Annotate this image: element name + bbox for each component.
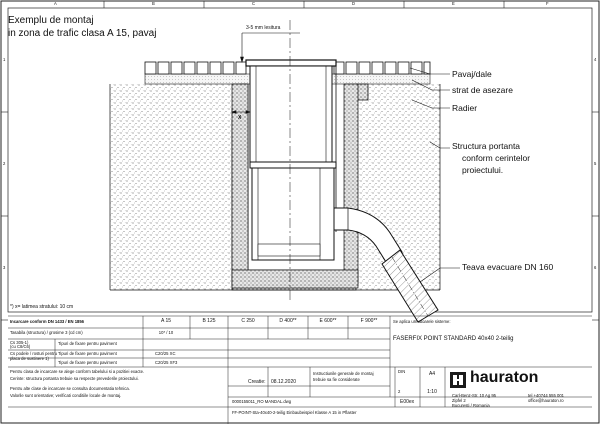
dimension-x-label: X — [238, 115, 242, 121]
company-line-3: Bucuresti / Romania — [452, 403, 490, 408]
soil-left — [110, 84, 240, 290]
concrete-class-1: C20/25 XC — [155, 351, 176, 356]
support-label-2: placa de sustinere 1) — [10, 356, 49, 361]
hauraton-logo-mark — [450, 372, 466, 388]
company-line-2: Zipfel 2 — [452, 398, 466, 403]
product-name: FASERFIX POINT STANDARD 40x40 2-teilig — [393, 336, 514, 342]
layer-thickness-value: 10* / 10 — [158, 330, 174, 335]
company-line-1: Carl-Benz-Str. 10 Ag 95 — [452, 393, 496, 398]
instructions-line-2: trebuie sa fie considerate — [313, 377, 360, 382]
edition-label: 2 — [398, 389, 401, 394]
frame-number-5: 5 — [594, 161, 597, 166]
load-class-c250: C 250 — [241, 318, 255, 324]
gap-note: 3-5 mm lesitura — [246, 25, 281, 31]
file-name: 0000155011_RO MANDAL.dwg — [232, 399, 292, 404]
concrete-class-2: C20/25 XF3 — [155, 360, 178, 365]
footnote: *) x= latimea stratului: 10 cm — [10, 304, 74, 310]
fixing-desc: Tipuri de fixare pentru paviment — [58, 341, 117, 346]
label-paving: Pavaj/dale — [452, 69, 492, 79]
frame-number-6: 6 — [594, 265, 597, 270]
scale: 1:10 — [427, 389, 437, 395]
file-footer: FF-POINT-Sta-40x40-2-teilig Einbaubeispiel Klasse A 15 in Pflaster — [232, 410, 357, 415]
notes-line-2: Cerinte: structura portanta trebuie sa respecte prevederile proiectului. — [10, 376, 139, 381]
label-bedding: strat de asezare — [452, 85, 513, 95]
notes-line-1: Pentru clasa de incarcare se alege conform tabelului si a pozitiei exacte. — [10, 369, 145, 374]
notes-line-3: Pentru alte clase de incarcare se consulta documentatia tehnica. — [10, 386, 130, 391]
frame-number-3: 3 — [3, 265, 6, 270]
fixing-label-2: (cu C8/C6) — [10, 344, 31, 349]
label-structure-2: conform cerintelor — [462, 153, 531, 163]
frame-letter-b: B — [152, 1, 155, 6]
sheet-size: A4 — [428, 371, 436, 377]
company-email: office@hauraton.ro — [528, 398, 564, 403]
support-desc-2: Tipuri de fixare pentru paviment — [58, 360, 117, 365]
gap-leader — [241, 33, 301, 62]
drawing-title-line-1: Exemplu de montaj — [8, 15, 94, 26]
grate-frame — [246, 60, 336, 162]
brand-wordmark: hauraton — [470, 369, 539, 386]
frame-number-1: 1 — [3, 57, 6, 62]
label-base: Radier — [452, 103, 478, 113]
instructions-line-1: Instructiunile generale de montaj — [313, 371, 374, 376]
company-phone: tel +40744 555 001 — [528, 393, 564, 398]
notes-line-4: Valorile sunt orientative; verificati conditiile locale de montaj. — [10, 393, 122, 398]
frame-number-4: 4 — [594, 57, 597, 62]
systems-label: Se aplica urmatoarele sisteme: — [393, 319, 451, 324]
layer-thickness-label: Tasabila (structura) / grosime 3 (cd cm) — [10, 330, 83, 335]
drain-body — [250, 162, 336, 260]
load-class-a15: A 15 — [160, 318, 172, 324]
label-drain-pipe: Teava evacuare DN 160 — [462, 262, 554, 272]
label-structure-3: proiectului. — [462, 165, 504, 175]
load-class-d400: D 400** — [279, 318, 297, 324]
fixing-label-1: Cs 305-1) — [10, 340, 29, 345]
frame-number-2: 2 — [3, 161, 6, 166]
edition: E00ex — [400, 399, 415, 405]
drawing-title-line-2: in zona de trafic clasa A 15, pavaj — [8, 28, 157, 39]
load-standard-label: Incarcare conform DN 1433 / EN 1856 — [10, 319, 85, 324]
load-class-f900: F 900** — [360, 318, 378, 324]
support-desc-1: Tipuri de fixare pentru paviment — [58, 351, 117, 356]
frame-letter-e: E — [452, 1, 455, 6]
frame-letter-d: D — [352, 1, 356, 6]
created-date: 08.12.2020 — [271, 379, 297, 385]
load-class-e600: E 600** — [319, 318, 337, 324]
frame-letter-f: F — [546, 1, 549, 6]
load-class-b125: B 125 — [202, 318, 216, 324]
created-label: Creatie: — [248, 379, 266, 385]
din-label: DIN — [398, 369, 406, 374]
support-label-1: Cs podele / rosturi pentru — [10, 351, 58, 356]
label-structure-1: Structura portanta — [452, 141, 521, 151]
frame-letter-a: A — [54, 1, 57, 6]
frame-letter-c: C — [252, 1, 256, 6]
